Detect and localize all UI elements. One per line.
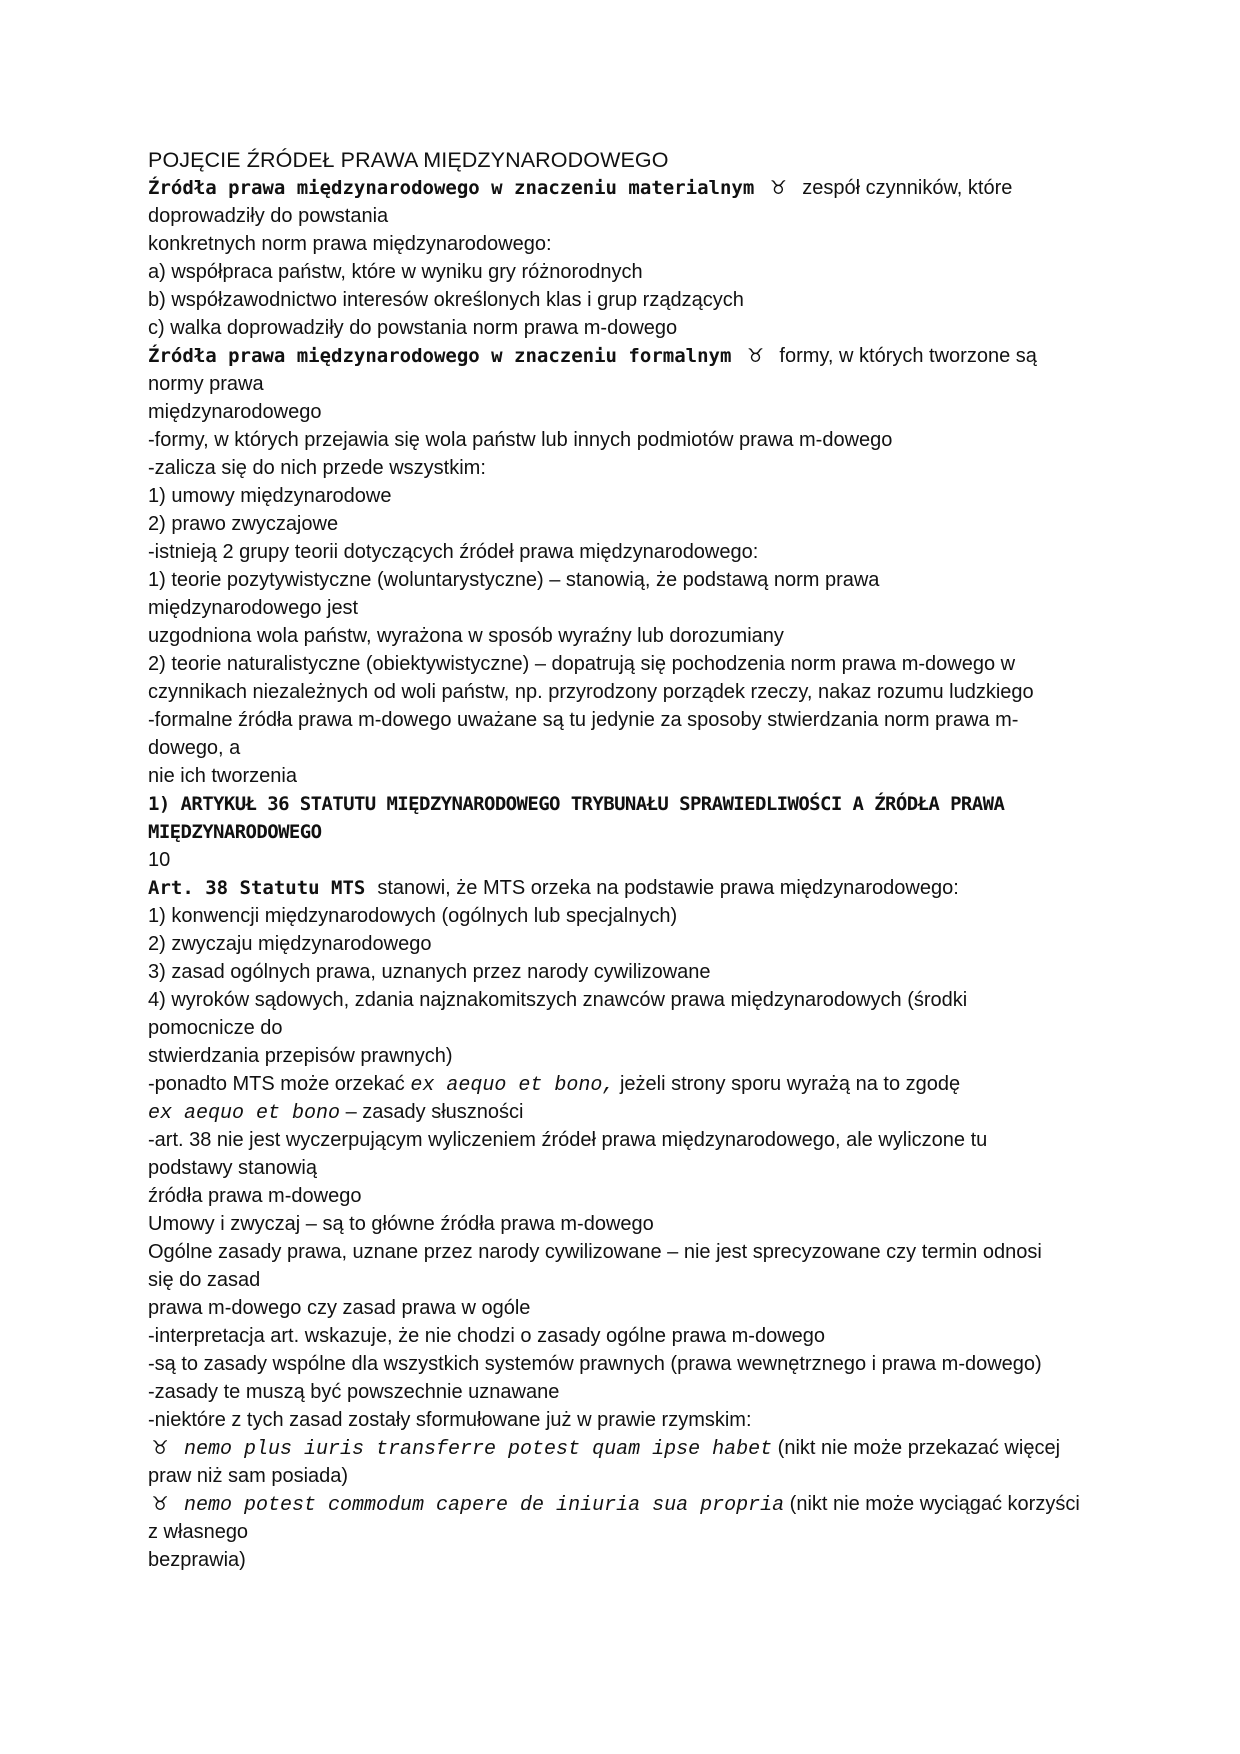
paragraph-line: Ogólne zasady prawa, uznane przez narody cywilizowane – nie jest sprecyzowane czy termin odnosi — [148, 1241, 1042, 1263]
paragraph-line: czynnikach niezależnych od woli państw, np. przyrodzony porządek rzeczy, nakaz rozumu ludzkiego — [148, 681, 1034, 703]
paragraph-line: międzynarodowego jest — [148, 597, 359, 619]
paragraph-line: konkretnych norm prawa międzynarodowego: — [148, 233, 552, 255]
paragraph-line: praw niż sam posiada) — [148, 1465, 349, 1487]
list-item: 1) konwencji międzynarodowych (ogólnych lub specjalnych) — [148, 905, 678, 927]
paragraph-line: uzgodniona wola państw, wyrażona w sposób wyraźny lub dorozumiany — [148, 625, 784, 647]
maxim-translation: (nikt nie może przekazać więcej — [777, 1437, 1061, 1459]
paragraph-line: podstawy stanowią — [148, 1157, 317, 1179]
paragraph-line — [148, 342, 1098, 370]
paragraph-line: -formy, w których przejawia się wola państw lub innych podmiotów prawa m-dowego — [148, 429, 893, 451]
paragraph-line: prawa m-dowego czy zasad prawa w ogóle — [148, 1297, 531, 1319]
paragraph-line: -zalicza się do nich przede wszystkim: — [148, 457, 486, 479]
definition-text: formy, w których tworzone są — [779, 345, 1037, 367]
list-item: a) współpraca państw, które w wyniku gry różnorodnych — [148, 261, 643, 283]
text-fragment: -ponadto MTS może orzekać — [148, 1073, 405, 1095]
list-item: c) walka doprowadziły do powstania norm prawa m-dowego — [148, 317, 678, 339]
paragraph-line: pomocnicze do — [148, 1017, 283, 1039]
latin-phrase: ex aequo et bono, — [410, 1074, 615, 1097]
latin-phrase: ex aequo et bono — [148, 1102, 341, 1125]
list-item: 3) zasad ogólnych prawa, uznanych przez narody cywilizowane — [148, 961, 711, 983]
definition-text: zespół czynników, które — [802, 177, 1013, 199]
bullet-item — [148, 1490, 1098, 1518]
list-item: 2) zwyczaju międzynarodowego — [148, 933, 432, 955]
paragraph-line: dowego, a — [148, 737, 241, 759]
paragraph-line — [148, 874, 1098, 902]
aries-symbol-icon: ♉ — [769, 177, 787, 199]
page-title: POJĘCIE ŹRÓDEŁ PRAWA MIĘDZYNARODOWEGO — [148, 148, 669, 172]
paragraph-line: -art. 38 nie jest wyczerpującym wyliczeniem źródeł prawa międzynarodowego, ale wyliczone tu — [148, 1129, 988, 1151]
paragraph-line: -interpretacja art. wskazuje, że nie chodzi o zasady ogólne prawa m-dowego — [148, 1325, 826, 1347]
aries-symbol-icon: ♉ — [746, 345, 764, 367]
paragraph-line: międzynarodowego — [148, 401, 322, 423]
latin-maxim: nemo plus iuris transferre potest quam ipse habet — [184, 1438, 773, 1461]
paragraph-line — [148, 1098, 1098, 1126]
paragraph-line: doprowadziły do powstania — [148, 205, 389, 227]
paragraph-line: się do zasad — [148, 1269, 261, 1291]
list-item: 1) umowy międzynarodowe — [148, 485, 392, 507]
article-text: stanowi, że MTS orzeka na podstawie prawa międzynarodowego: — [377, 877, 959, 899]
paragraph-line — [148, 174, 1098, 202]
paragraph-line: normy prawa — [148, 373, 264, 395]
list-item: 4) wyroków sądowych, zdania najznakomitszych znawców prawa międzynarodowych (środki — [148, 989, 968, 1011]
page-number: 10 — [148, 849, 171, 871]
text-fragment: jeżeli strony sporu wyrażą na to zgodę — [619, 1073, 961, 1095]
paragraph-line: bezprawia) — [148, 1549, 246, 1571]
paragraph-line: z własnego — [148, 1521, 249, 1543]
paragraph-line: źródła prawa m-dowego — [148, 1185, 362, 1207]
aries-symbol-icon: ♉ — [151, 1437, 169, 1459]
paragraph-line — [148, 1070, 1098, 1098]
list-item: 1) teorie pozytywistyczne (woluntarystyczne) – stanowią, że podstawą norm prawa — [148, 569, 880, 591]
list-item: b) współzawodnictwo interesów określonych klas i grup rządzących — [148, 289, 744, 311]
paragraph-line: nie ich tworzenia — [148, 765, 297, 787]
text-fragment: – zasady słuszności — [345, 1101, 524, 1123]
article-reference: Art. 38 Statutu MTS — [148, 877, 366, 899]
aries-symbol-icon: ♉ — [151, 1493, 169, 1515]
list-item: 2) teorie naturalistyczne (obiektywistyczne) – dopatrują się pochodzenia norm prawa m-dowego w — [148, 653, 1016, 675]
definition-term: Źródła prawa międzynarodowego w znaczeniu materialnym — [148, 177, 755, 199]
definition-term: Źródła prawa międzynarodowego w znaczeniu formalnym — [148, 345, 732, 367]
latin-maxim: nemo potest commodum capere de iniuria sua propria — [184, 1494, 785, 1517]
paragraph-line: -niektóre z tych zasad zostały sformułowane już w prawie rzymskim: — [148, 1409, 752, 1431]
paragraph-line: -istnieją 2 grupy teorii dotyczących źródeł prawa międzynarodowego: — [148, 541, 759, 563]
maxim-translation: (nikt nie może wyciągać korzyści — [789, 1493, 1080, 1515]
paragraph-line: -formalne źródła prawa m-dowego uważane są tu jedynie za sposoby stwierdzania norm prawa m- — [148, 709, 1019, 731]
list-item: 2) prawo zwyczajowe — [148, 513, 339, 535]
section-heading: 1) ARTYKUŁ 36 STATUTU MIĘDZYNARODOWEGO TRYBUNAŁU SPRAWIEDLIWOŚCI A ŹRÓDŁA PRAWA — [148, 793, 1005, 815]
paragraph-line: stwierdzania przepisów prawnych) — [148, 1045, 453, 1067]
paragraph-line: -są to zasady wspólne dla wszystkich systemów prawnych (prawa wewnętrznego i prawa m-dowego) — [148, 1353, 1042, 1375]
paragraph-line: -zasady te muszą być powszechnie uznawane — [148, 1381, 560, 1403]
bullet-item — [148, 1434, 1098, 1462]
document-body — [148, 146, 1098, 1574]
paragraph-line: Umowy i zwyczaj – są to główne źródła prawa m-dowego — [148, 1213, 654, 1235]
section-heading-continued: MIĘDZYNARODOWEGO — [148, 821, 322, 843]
